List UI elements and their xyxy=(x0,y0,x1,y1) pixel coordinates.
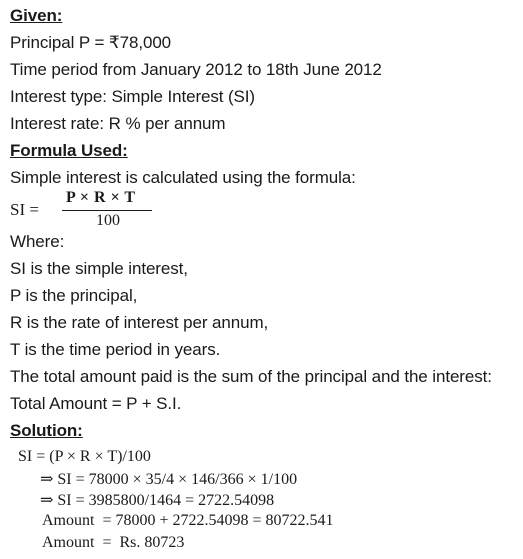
solution-step-2: ⇒ SI = 78000 × 35/4 × 146/366 × 1/100 xyxy=(40,471,298,488)
solution-step-4: Amount = 78000 + 2722.54098 = 80722.541 xyxy=(42,512,334,529)
formula-lhs: SI = xyxy=(10,200,39,219)
given-interest-type: Interest type: Simple Interest (SI) xyxy=(10,87,255,106)
given-heading: Given: xyxy=(10,6,63,25)
definition-time: T is the time period in years. xyxy=(10,340,221,359)
definition-principal: P is the principal, xyxy=(10,286,138,305)
definition-rate: R is the rate of interest per annum, xyxy=(10,313,269,332)
formula-denominator: 100 xyxy=(96,212,120,229)
given-principal: Principal P = ₹78,000 xyxy=(10,33,172,52)
given-interest-rate: Interest rate: R % per annum xyxy=(10,114,226,133)
solution-step-3: ⇒ SI = 3985800/1464 = 2722.54098 xyxy=(40,492,275,509)
solution-step-1: SI = (P × R × T)/100 xyxy=(18,448,151,465)
given-time-period: Time period from January 2012 to 18th June 2012 xyxy=(10,60,382,79)
formula-heading: Formula Used: xyxy=(10,141,128,160)
definition-total-intro: The total amount paid is the sum of the principal and the interest: xyxy=(10,367,492,386)
where-label: Where: xyxy=(10,232,65,251)
solution-heading: Solution: xyxy=(10,421,83,440)
solution-step-5: Amount = Rs. 80723 xyxy=(42,534,185,551)
si-formula xyxy=(10,188,150,234)
formula-intro: Simple interest is calculated using the formula: xyxy=(10,168,356,187)
definition-total-amount: Total Amount = P + S.I. xyxy=(10,394,182,413)
fraction-bar xyxy=(62,210,152,211)
definition-si: SI is the simple interest, xyxy=(10,259,188,278)
formula-numerator: P × R × T xyxy=(66,189,136,206)
